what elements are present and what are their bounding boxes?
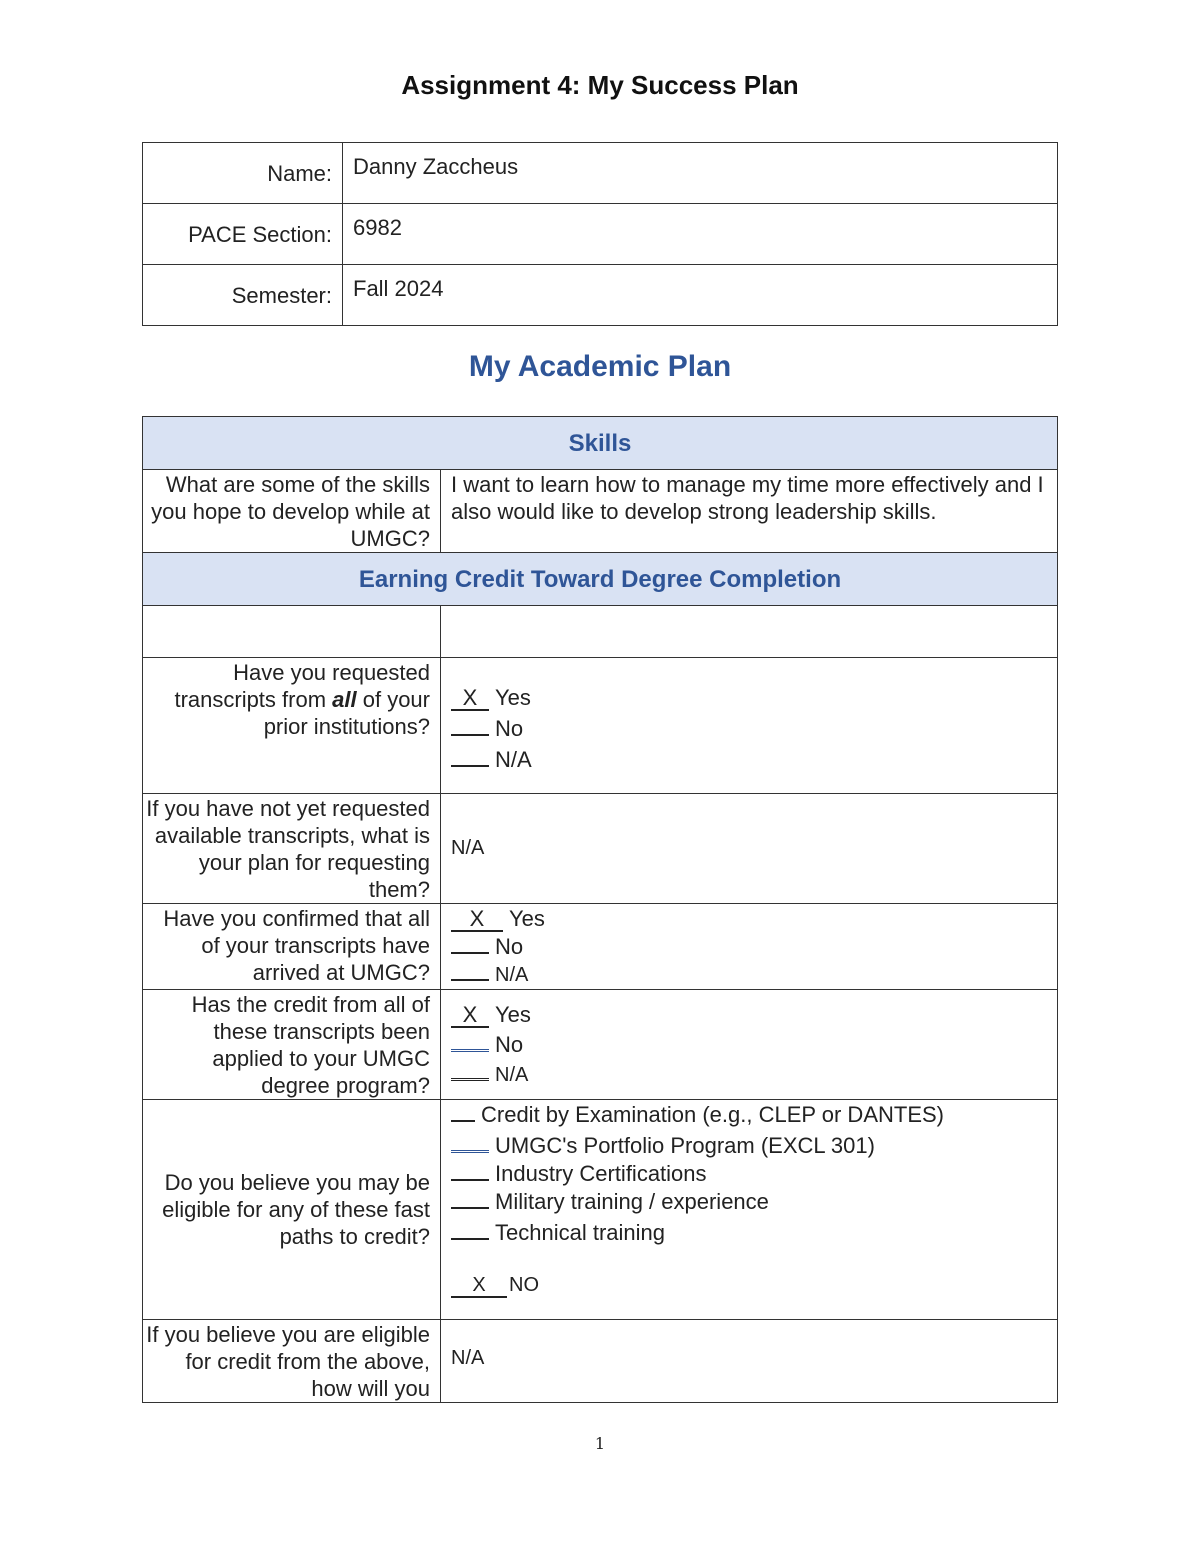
requested-na-mark[interactable] [451, 765, 489, 767]
pace-section-field[interactable]: 6982 [343, 204, 1058, 265]
eligible-credit-question: If you believe you are eligible for credit from the above, how will you [143, 1320, 441, 1403]
requested-option-no[interactable] [451, 713, 1057, 744]
fast-industry-mark[interactable] [451, 1179, 489, 1181]
info-row-section [143, 204, 1058, 265]
fast-no-label: NO [509, 1274, 539, 1296]
applied-option-no[interactable] [451, 1030, 1057, 1060]
page-number: 1 [594, 1434, 606, 1453]
fast-military-mark[interactable] [451, 1207, 489, 1209]
requested-no-label: No [495, 716, 524, 741]
requested-option-yes[interactable] [451, 682, 1057, 713]
fast-portfolio-label: UMGC's Portfolio Program (EXCL 301) [495, 1133, 875, 1158]
applied-na-label: N/A [495, 1064, 529, 1086]
semester-label: Semester: [143, 265, 343, 326]
transcripts-requested-question-post: of your prior institutions? [263, 687, 430, 739]
transcripts-requested-question-pre: Have you requested transcripts from [174, 660, 430, 712]
fast-industry-label: Industry Certifications [495, 1161, 707, 1186]
fast-technical-label: Technical training [495, 1220, 665, 1245]
name-field[interactable]: Danny Zaccheus [343, 143, 1058, 204]
fast-clep-label: Credit by Examination (e.g., CLEP or DANTES) [481, 1102, 944, 1127]
confirmed-option-yes[interactable] [451, 905, 1057, 933]
requested-yes-label: Yes [495, 685, 531, 710]
requested-yes-mark[interactable]: X [451, 687, 489, 711]
requested-option-na[interactable] [451, 744, 1057, 775]
info-table [142, 142, 1058, 326]
fast-option-clep[interactable] [451, 1101, 1057, 1129]
applied-yes-mark[interactable]: X [451, 1004, 489, 1028]
transcripts-requested-question-emphasis: all [332, 687, 357, 712]
confirmed-option-no[interactable] [451, 933, 1057, 961]
page-title: Assignment 4: My Success Plan [401, 70, 799, 100]
credit-applied-question: Has the credit from all of these transcripts been applied to your UMGC degree program? [143, 990, 441, 1100]
credit-applied-options [441, 990, 1058, 1100]
transcripts-requested-options [441, 658, 1058, 794]
fast-option-portfolio[interactable] [451, 1132, 1057, 1160]
applied-no-label: No [495, 1032, 524, 1057]
semester-field[interactable]: Fall 2024 [343, 265, 1058, 326]
not-requested-question: If you have not yet requested available transcripts, what is your plan for requesting them? [143, 794, 441, 904]
eligible-credit-answer-field[interactable]: N/A [441, 1320, 1058, 1403]
info-row-name [143, 143, 1058, 204]
fast-option-technical[interactable] [451, 1219, 1057, 1247]
applied-option-yes[interactable] [451, 1000, 1057, 1030]
fast-paths-options [441, 1100, 1058, 1320]
credit-band: Earning Credit Toward Degree Completion [143, 553, 1058, 606]
transcripts-confirmed-question: Have you confirmed that all of your transcripts have arrived at UMGC? [143, 904, 441, 990]
fast-clep-mark[interactable] [451, 1120, 475, 1122]
requested-na-label: N/A [495, 747, 532, 772]
fast-portfolio-mark[interactable] [451, 1150, 489, 1153]
transcripts-requested-question [143, 658, 441, 794]
skills-band: Skills [143, 417, 1058, 470]
fast-military-label: Military training / experience [495, 1189, 769, 1214]
fast-option-industry[interactable] [451, 1160, 1057, 1188]
skills-answer-field[interactable]: I want to learn how to manage my time more effectively and I also would like to develop strong leadership skills. [441, 470, 1058, 553]
name-label: Name: [143, 143, 343, 204]
academic-plan-heading: My Academic Plan [468, 350, 732, 383]
fast-no-mark[interactable]: X [451, 1274, 507, 1298]
applied-option-na[interactable] [451, 1060, 1057, 1090]
fast-option-no[interactable] [451, 1271, 1057, 1299]
applied-na-mark[interactable] [451, 1078, 489, 1081]
transcripts-confirmed-options [441, 904, 1058, 990]
applied-no-mark[interactable] [451, 1049, 489, 1052]
confirmed-na-label: N/A [495, 964, 529, 986]
academic-plan-table [142, 416, 1058, 1403]
confirmed-na-mark[interactable] [451, 979, 489, 981]
confirmed-option-na[interactable] [451, 961, 1057, 989]
confirmed-no-mark[interactable] [451, 952, 489, 954]
empty-question-cell [143, 606, 441, 658]
pace-section-label: PACE Section: [143, 204, 343, 265]
confirmed-yes-mark[interactable]: X [451, 908, 503, 932]
fast-technical-mark[interactable] [451, 1238, 489, 1240]
skills-question: What are some of the skills you hope to develop while at UMGC? [143, 470, 441, 553]
empty-answer-cell[interactable] [441, 606, 1058, 658]
fast-paths-question: Do you believe you may be eligible for any of these fast paths to credit? [143, 1100, 441, 1320]
not-requested-answer-field[interactable]: N/A [441, 794, 1058, 904]
fast-option-military[interactable] [451, 1188, 1057, 1216]
applied-yes-label: Yes [495, 1002, 531, 1027]
info-row-semester [143, 265, 1058, 326]
requested-no-mark[interactable] [451, 734, 489, 736]
confirmed-yes-label: Yes [509, 906, 545, 931]
confirmed-no-label: No [495, 934, 524, 959]
